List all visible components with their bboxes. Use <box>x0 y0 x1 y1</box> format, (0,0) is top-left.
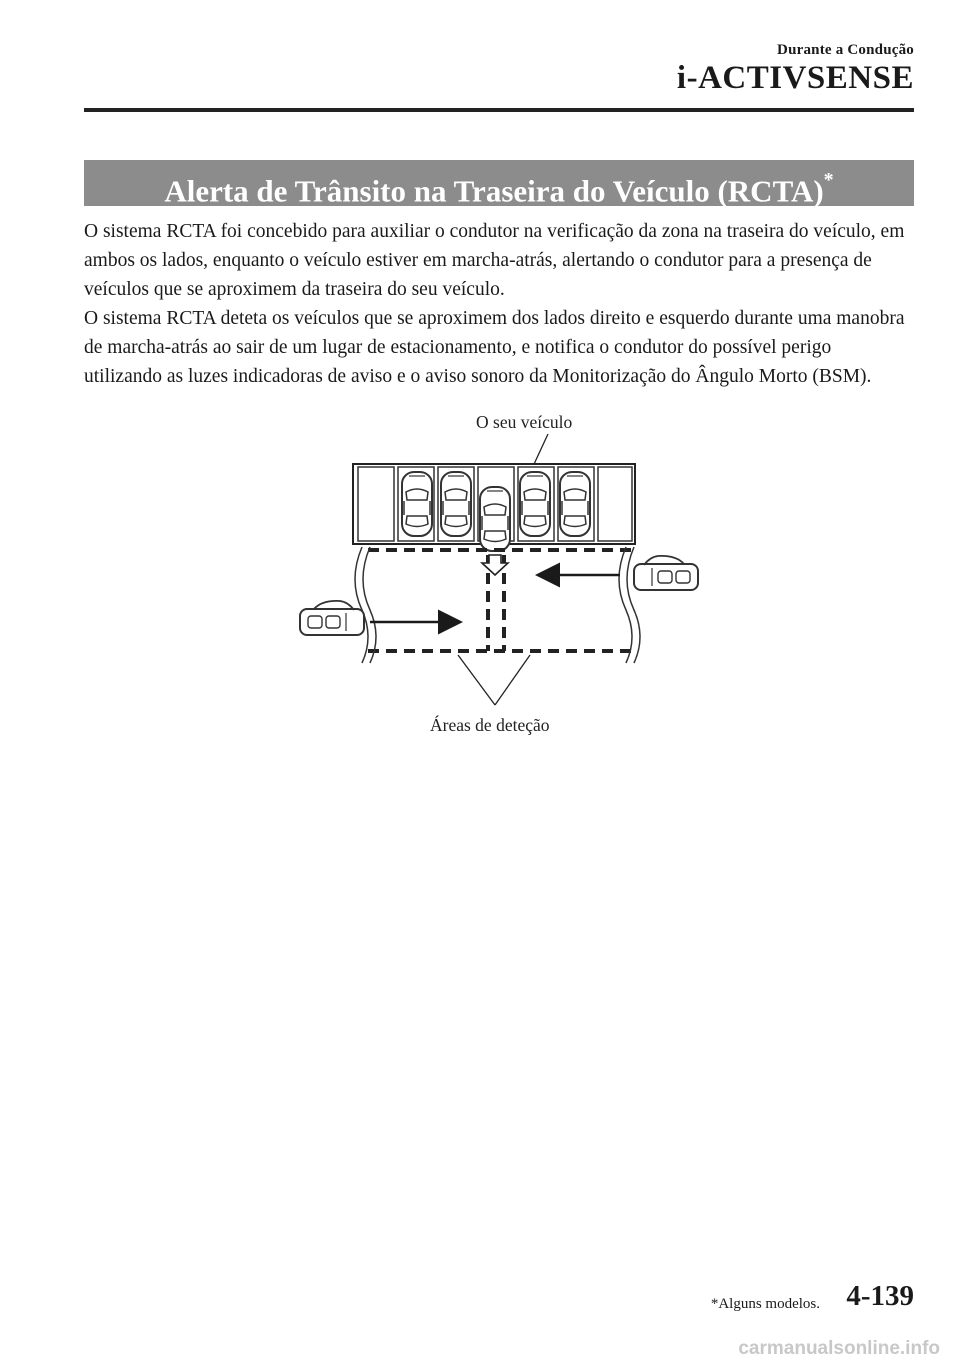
body-text <box>84 217 914 391</box>
label-own-vehicle: O seu veículo <box>476 412 573 432</box>
footnote: *Alguns modelos. <box>710 1296 820 1312</box>
leader-detection-right <box>495 655 530 705</box>
rcta-diagram <box>290 405 710 750</box>
header-divider <box>84 108 914 112</box>
approaching-car-right-icon <box>634 556 698 590</box>
page-number: 4-139 <box>846 1280 914 1312</box>
leader-detection-left <box>458 655 495 705</box>
paragraph-intro: O sistema RCTA foi concebido para auxiliar o condutor na verificação da zona na traseira do veículo, em ambos os lados, enquanto o veículo estiver em marcha-atrás, alertando o condutor para a presença de veículos que se aproximem da traseira do seu veículo. <box>84 221 905 300</box>
approaching-car-left-icon <box>300 601 364 635</box>
label-detection-areas: Áreas de deteção <box>430 715 550 735</box>
parked-car-icon <box>520 472 550 536</box>
chapter-header: Durante a Condução <box>777 42 914 58</box>
parked-car-icon <box>441 472 471 536</box>
section-title-text: Alerta de Trânsito na Traseira do Veículo (RCTA) <box>164 173 824 209</box>
section-header: i-ACTIVSENSE <box>676 60 914 96</box>
parked-car-icon <box>402 472 432 536</box>
watermark: carmanualsonline.info <box>738 1338 940 1359</box>
parked-car-icon <box>560 472 590 536</box>
paragraph-detection: O sistema RCTA deteta os veículos que se aproximem dos lados direito e esquerdo durante uma manobra de marcha-atrás ao sair de um lugar de estacionamento, e notifica o condutor do possível perigo utilizando as luzes indicadoras de aviso e o aviso sonoro da Monitorização do Ângulo Morto (BSM). <box>84 308 905 387</box>
title-footnote-marker: * <box>823 169 834 191</box>
own-vehicle-icon <box>480 487 510 551</box>
section-title <box>84 160 914 209</box>
